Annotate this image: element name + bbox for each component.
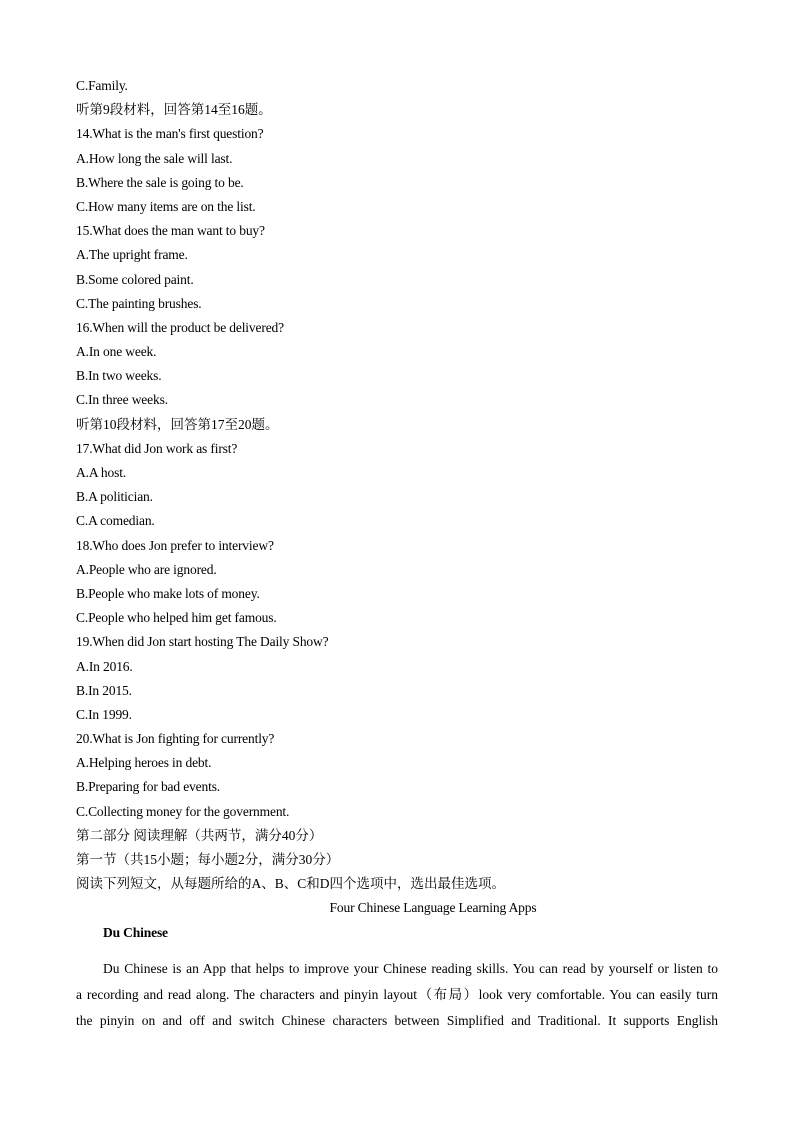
question-line: B.A politician. [76,489,153,505]
question-line: A.In 2016. [76,658,133,674]
section-instruction: 阅读下列短文，从每题所给的A、B、C和D四个选项中，选出最佳选项。 [76,876,506,892]
question-line: C.People who helped him get famous. [76,610,277,626]
question-line: B.Preparing for bad events. [76,779,221,795]
question-line: 16.When will the product be delivered? [76,319,284,335]
question-line: C.The painting brushes. [76,295,202,311]
question-line: C.Collecting money for the government. [76,803,290,819]
question-line: 14.What is the man's first question? [76,126,264,142]
question-line: C.A comedian. [76,513,155,529]
question-line: C.Family. [76,78,128,93]
paragraph-line: the pinyin on and off and switch Chinese characters between Simplified and Traditional. It supports English [76,1013,718,1028]
question-line: B.Some colored paint. [76,271,194,287]
article-paragraph [76,956,718,1034]
question-line: B.People who make lots of money. [76,585,260,601]
section-instruction: 听第10段材料，回答第17至20题。 [76,416,279,432]
question-line: 15.What does the man want to buy? [76,223,265,239]
question-line: 18.Who does Jon prefer to interview? [76,537,274,553]
question-list [76,74,720,945]
question-line: 19.When did Jon start hosting The Daily Show? [76,634,329,650]
article-subhead: Du Chinese [103,924,168,940]
question-line: B.In two weeks. [76,368,162,384]
question-line: A.In one week. [76,344,157,360]
question-line: 20.What is Jon fighting for currently? [76,731,275,747]
question-line: C.In 1999. [76,706,132,722]
section-instruction: 听第9段材料，回答第14至16题。 [76,102,272,118]
article-title: Four Chinese Language Learning Apps [329,900,537,916]
question-line: C.In three weeks. [76,392,168,408]
paragraph-line: Du Chinese is an App that helps to improve your Chinese reading skills. You can read by yourself or listen to [103,961,718,976]
section-instruction: 第二部分 阅读理解（共两节，满分40分） [76,827,323,843]
question-line: A.The upright frame. [76,247,188,263]
question-line: A.How long the sale will last. [76,150,233,166]
paragraph-line: a recording and read along. The characters and pinyin layout（布局）look very comfortable. You can easily turn [76,987,718,1002]
question-line: A.A host. [76,465,127,480]
question-line: B.In 2015. [76,682,132,698]
question-line: B.Where the sale is going to be. [76,174,244,190]
question-line: A.People who are ignored. [76,561,217,577]
question-line: A.Helping heroes in debt. [76,755,212,771]
question-line: C.How many items are on the list. [76,198,256,214]
question-line: 17.What did Jon work as first? [76,440,238,456]
section-instruction: 第一节（共15小题；每小题2分，满分30分） [76,852,340,867]
